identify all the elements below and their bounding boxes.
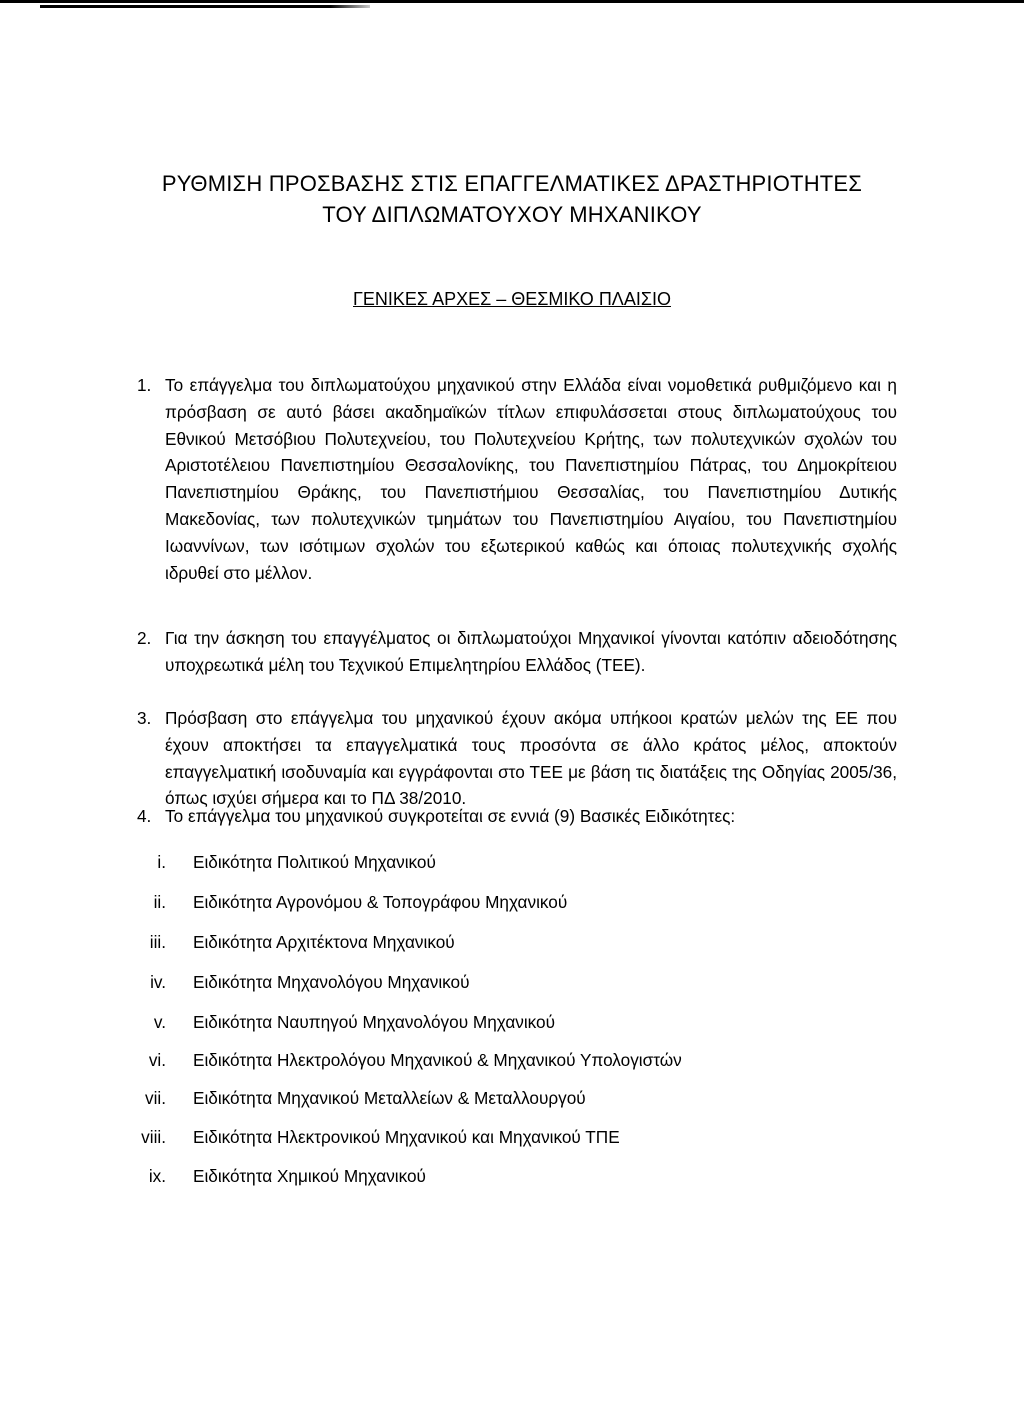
- paragraph-number: 3.: [137, 708, 152, 728]
- section-title: ΓΕΝΙΚΕΣ ΑΡΧΕΣ – ΘΕΣΜΙΚΟ ΠΛΑΙΣΙΟ: [353, 289, 671, 309]
- paragraph-text: Για την άσκηση του επαγγέλματος οι διπλωματούχοι Μηχανικοί γίνονται κατόπιν αδειοδότησης υποχρεωτικά μέλη του Τεχνικού Επιμελητηρίου Ελλάδος (ΤΕΕ).: [165, 628, 897, 675]
- list-item-label: Ειδικότητα Μηχανικού Μεταλλείων & Μεταλλουργού: [193, 1088, 586, 1108]
- paragraph-1: [137, 372, 897, 586]
- list-item-label: Ειδικότητα Αγρονόμου & Τοπογράφου Μηχανικού: [193, 892, 568, 912]
- list-item: [0, 848, 1024, 876]
- list-item: [0, 1162, 1024, 1190]
- paragraph-number: 2.: [137, 628, 152, 648]
- list-item: [0, 1046, 1024, 1074]
- document-title: [60, 168, 964, 230]
- list-item: [0, 1008, 1024, 1036]
- list-item-label: Ειδικότητα Ηλεκτρονικού Μηχανικού και Μηχανικού ΤΠΕ: [193, 1127, 620, 1147]
- list-item-numeral: vii.: [144, 1088, 166, 1108]
- list-item-label: Ειδικότητα Χημικού Μηχανικού: [193, 1166, 426, 1186]
- scan-top-edge: [0, 0, 1024, 3]
- paragraph-number: 4.: [137, 806, 152, 826]
- list-item: [0, 888, 1024, 916]
- list-item-label: Ειδικότητα Πολιτικού Μηχανικού: [193, 852, 436, 872]
- list-item-numeral: ix.: [148, 1166, 166, 1186]
- list-item-label: Ειδικότητα Αρχιτέκτονα Μηχανικού: [193, 932, 455, 952]
- list-item-numeral: i.: [157, 852, 166, 872]
- list-item-numeral: viii.: [141, 1127, 166, 1147]
- scan-top-line: [40, 5, 370, 8]
- paragraph-2: [137, 625, 897, 679]
- paragraph-4: [137, 803, 897, 830]
- list-item-label: Ειδικότητα Ηλεκτρολόγου Μηχανικού & Μηχανικού Υπολογιστών: [193, 1050, 682, 1070]
- paragraph-3: [137, 705, 897, 812]
- list-item-numeral: ii.: [153, 892, 166, 912]
- paragraph-number: 1.: [137, 375, 152, 395]
- paragraph-text: Πρόσβαση στο επάγγελμα του μηχανικού έχουν ακόμα υπήκοοι κρατών μελών της ΕΕ που έχουν αποκτήσει τα επαγγελματικά τους προσόντα σε άλλο κράτος μέλος, αποκτούν επαγγελματική ισοδυναμία και εγγράφονται στο ΤΕΕ με βάση τις διατάξεις της Οδηγίας 2005/36, όπως ισχύει σήμερα και το ΠΔ 38/2010.: [165, 708, 897, 809]
- paragraph-text: Το επάγγελμα του μηχανικού συγκροτείται σε εννιά (9) Βασικές Ειδικότητες:: [165, 806, 736, 826]
- document-title-line-2: ΤΟΥ ΔΙΠΛΩΜΑΤΟΥΧΟΥ ΜΗΧΑΝΙΚΟΥ: [322, 202, 702, 227]
- list-item-numeral: iv.: [150, 972, 166, 992]
- list-item-numeral: iii.: [149, 932, 166, 952]
- list-item-label: Ειδικότητα Ναυπηγού Μηχανολόγου Μηχανικού: [193, 1012, 556, 1032]
- list-item: [0, 1084, 1024, 1112]
- document-title-line-1: ΡΥΘΜΙΣΗ ΠΡΟΣΒΑΣΗΣ ΣΤΙΣ ΕΠΑΓΓΕΛΜΑΤΙΚΕΣ ΔΡΑΣΤΗΡΙΟΤΗΤΕΣ: [161, 171, 863, 196]
- list-item: [0, 928, 1024, 956]
- list-item-numeral: v.: [153, 1012, 166, 1032]
- list-item: [0, 968, 1024, 996]
- list-item-numeral: vi.: [148, 1050, 166, 1070]
- paragraph-text: Το επάγγελμα του διπλωματούχου μηχανικού στην Ελλάδα είναι νομοθετικά ρυθμιζόμενο και η πρόσβαση σε αυτό βάσει ακαδημαϊκών τίτλων επιφυλάσσεται στους διπλωματούχους του Εθνικού Μετσόβιου Πολυτεχνείου, του Πολυτεχνείου Κρήτης, των πολυτεχνικών σχολών του Αριστοτέλειου Πανεπιστημίου Θεσσαλονίκης, του Πανεπιστημίου Πάτρας, του Δημοκρίτειου Πανεπιστημίου Θράκης, του Πανεπιστήμιου Θεσσαλίας, του Πανεπιστημίου Δυτικής Μακεδονίας, των πολυτεχνικών τμημάτων του Πανεπιστημίου Αιγαίου, του Πανεπιστημίου Ιωαννίνων, των ισότιμων σχολών του εξωτερικού καθώς και όποιας πολυτεχνικής σχολής ιδρυθεί στο μέλλον.: [165, 375, 897, 583]
- list-item: [0, 1123, 1024, 1151]
- list-item-label: Ειδικότητα Μηχανολόγου Μηχανικού: [193, 972, 470, 992]
